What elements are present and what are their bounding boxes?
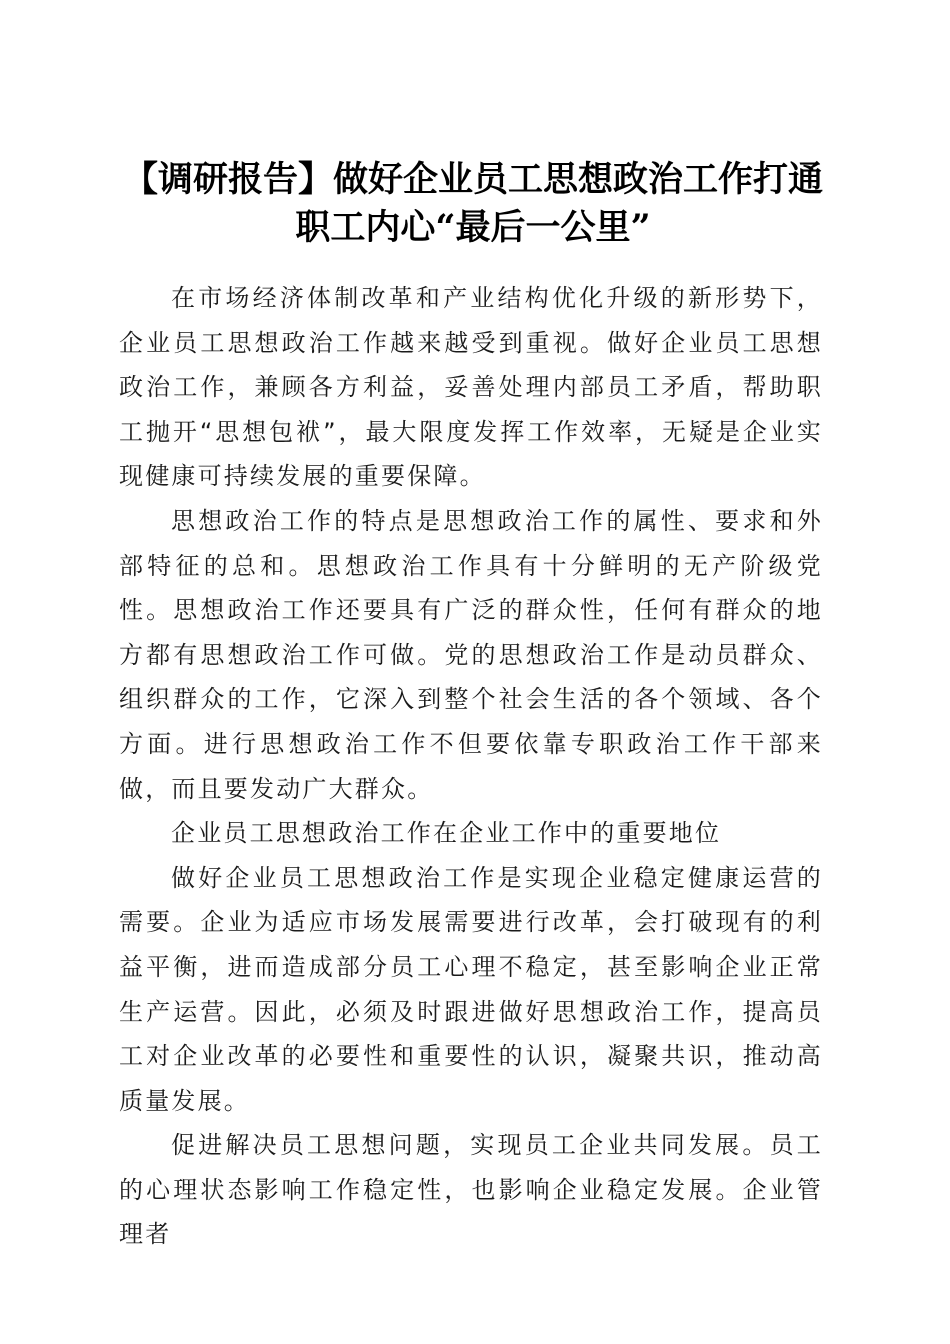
document-body xyxy=(119,276,823,1257)
section-heading: 企业员工思想政治工作在企业工作中的重要地位 xyxy=(171,819,722,848)
title-line-2: 职工内心“最后一公里” xyxy=(295,207,651,249)
paragraph-stability: 做好企业员工思想政治工作是实现企业稳定健康运营的需要。企业为适应市场发展需要进行改革，会打破现有的利益平衡，进而造成部分员工心理不稳定，甚至影响企业正常生产运营。因此，必须及时跟进做好思想政治工作，提高员工对企业改革的必要性和重要性的认识，凝聚共识，推动高质量发展。 xyxy=(119,863,823,1115)
paragraph-intro: 在市场经济体制改革和产业结构优化升级的新形势下，企业员工思想政治工作越来越受到重视。做好企业员工思想政治工作，兼顾各方利益，妥善处理内部员工矛盾，帮助职工抛开“思想包袱”，最大限度发挥工作效率，无疑是企业实现健康可持续发展的重要保障。 xyxy=(119,284,823,491)
document-title xyxy=(118,156,828,252)
paragraph-employee-issues: 促进解决员工思想问题，实现员工企业共同发展。员工的心理状态影响工作稳定性，也影响企业稳定发展。企业管理者 xyxy=(119,1131,823,1249)
paragraph-characteristics: 思想政治工作的特点是思想政治工作的属性、要求和外部特征的总和。思想政治工作具有十分鲜明的无产阶级党性。思想政治工作还要具有广泛的群众性，任何有群众的地方都有思想政治工作可做。党的思想政治工作是动员群众、组织群众的工作，它深入到整个社会生活的各个领域、各个方面。进行思想政治工作不但要依靠专职政治工作干部来做，而且要发动广大群众。 xyxy=(119,506,823,803)
title-line-1: 【调研报告】做好企业员工思想政治工作打通 xyxy=(122,159,823,201)
